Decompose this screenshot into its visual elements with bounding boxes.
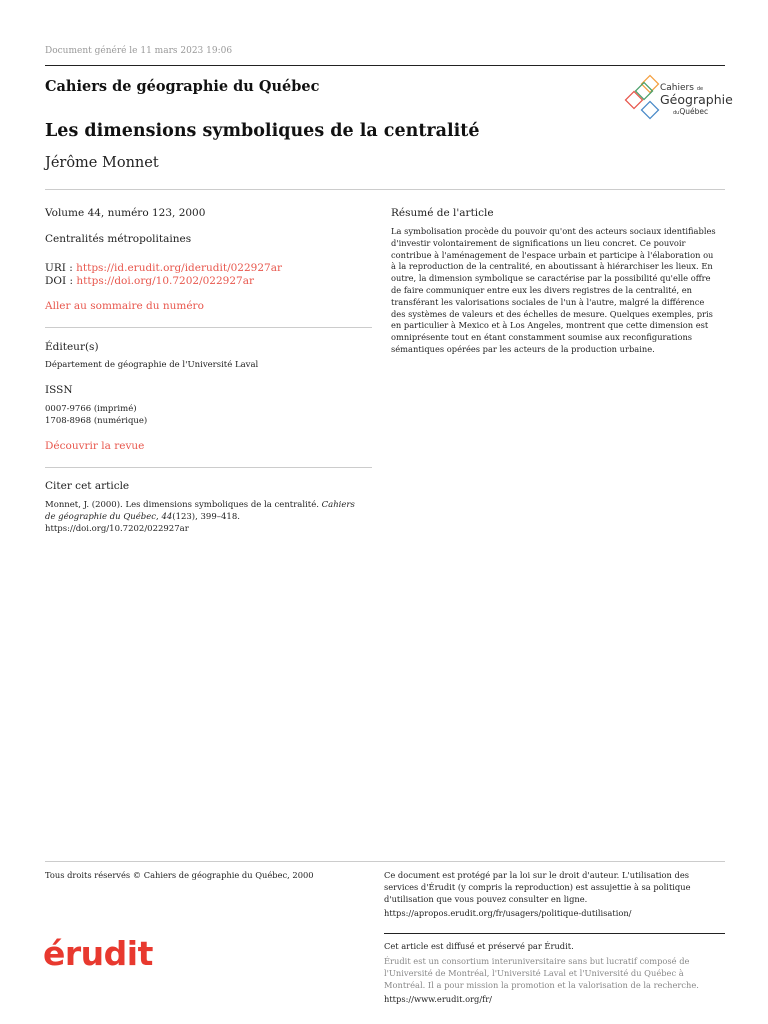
- uri-link[interactable]: https://id.erudit.org/iderudit/022927ar: [76, 262, 282, 274]
- article-title: Les dimensions symboliques de la centralité: [45, 121, 480, 141]
- article-author: Jérôme Monnet: [45, 155, 159, 171]
- discover-journal-link[interactable]: Découvrir la revue: [45, 440, 145, 452]
- issn-digital: 1708-8968 (numérique): [45, 416, 148, 426]
- cite-label: Citer cet article: [45, 480, 130, 492]
- doi-link[interactable]: https://doi.org/10.7202/022927ar: [76, 275, 254, 287]
- left-divider-1: [45, 327, 372, 328]
- logo-text: [660, 84, 733, 116]
- consortium-notice: Érudit est un consortium interuniversitaire sans but lucratif composé de l'Université de Montréal, l'Université Laval et l'Université du Québec à Montréal. Il a pour mission la promotion et la valorisation de la recherche.: [384, 956, 699, 990]
- citation-text: [45, 499, 365, 535]
- erudit-link[interactable]: https://www.erudit.org/fr/: [384, 994, 492, 1004]
- footer-divider: [45, 861, 725, 862]
- logo-line-quebec: Québec: [679, 106, 709, 116]
- logo-du: du: [673, 109, 680, 116]
- citation-journal: Cahiers de géographie du Québec: [45, 500, 355, 522]
- top-divider: [45, 65, 725, 66]
- logo-de: de: [696, 86, 704, 92]
- publisher-name: Département de géographie de l'Université Laval: [45, 360, 259, 370]
- citation-volume: 44: [161, 512, 173, 522]
- logo-line-geographie: Géographie: [660, 92, 733, 107]
- citation-rest: (123), 399–418. https://doi.org/10.7202/022927ar: [45, 512, 240, 534]
- policy-link[interactable]: https://apropos.erudit.org/fr/usagers/politique-dutilisation/: [384, 908, 632, 918]
- erudit-logo[interactable]: érudit: [43, 934, 153, 973]
- citation-separator: ,: [156, 512, 162, 522]
- abstract-label: Résumé de l'article: [391, 207, 494, 219]
- generated-date: Document généré le 11 mars 2023 19:06: [45, 46, 233, 56]
- issn-label: ISSN: [45, 384, 73, 396]
- logo-line-cahiers: Cahiers: [660, 83, 694, 93]
- citation-prefix: Monnet, J. (2000). Les dimensions symboliques de la centralité.: [45, 500, 322, 510]
- doi-line: [45, 275, 254, 287]
- copyright-notice: Tous droits réservés © Cahiers de géographie du Québec, 2000: [45, 870, 314, 880]
- header-divider: [45, 189, 725, 190]
- issue-summary-link[interactable]: Aller au sommaire du numéro: [45, 300, 204, 312]
- doi-label: DOI :: [45, 275, 77, 287]
- uri-label: URI :: [45, 262, 77, 274]
- left-divider-2: [45, 467, 372, 468]
- footer-bottom-divider: [384, 933, 725, 934]
- publisher-label: Éditeur(s): [45, 341, 99, 353]
- diffusion-notice: Cet article est diffusé et préservé par Érudit.: [384, 941, 574, 951]
- issue-theme: Centralités métropolitaines: [45, 233, 192, 245]
- protection-notice: Ce document est protégé par la loi sur le droit d'auteur. L'utilisation des services d'Érudit (y compris la reproduction) est assujettie à sa politique d'utilisation que vous pouvez consulter en ligne.: [384, 870, 691, 904]
- uri-line: [45, 262, 282, 274]
- journal-name: Cahiers de géographie du Québec: [45, 78, 320, 95]
- issn-print: 0007-9766 (imprimé): [45, 404, 137, 414]
- abstract-text: La symbolisation procède du pouvoir qu'ont des acteurs sociaux identifiables d'investir volontairement de significations un lieu concret. Ce pouvoir contribue à l'aménagement de l'espace urbain et participe à l'élaboration ou à la reproduction de la centralité, en aboutissant à hiérarchiser les lieux. En outre, la dimension symbolique se caractérise par la possibilité qu'elle offre de faire communiquer entre eux les divers registres de la centralité, en transférant les valorisations sociales de l'un à l'autre, malgré la différence des systèmes de valeurs et des échelles de mesure. Quelques exemples, pris en particulier à Mexico et à Los Angeles, montrent que cette dimension est omniprésente tout en étant constamment soumise aux reconfigurations sémantiques opérées par les acteurs de la production urbaine.: [391, 226, 716, 354]
- volume-info: Volume 44, numéro 123, 2000: [45, 207, 206, 219]
